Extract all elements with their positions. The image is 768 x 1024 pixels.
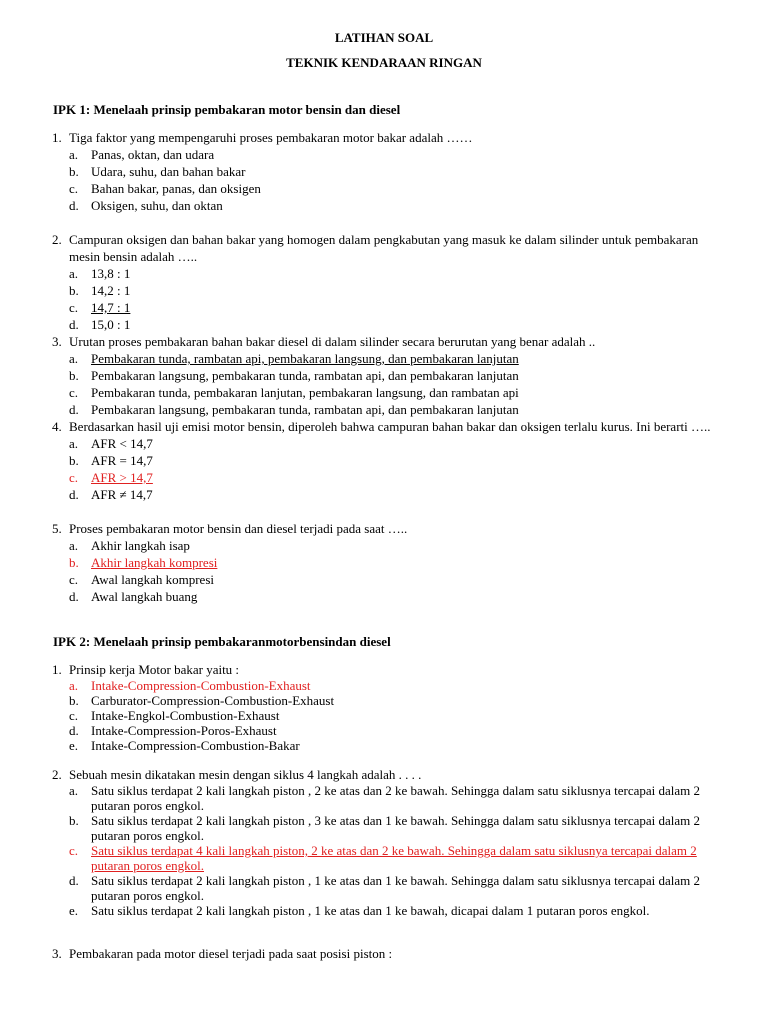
option-b: b. AFR = 14,7 [69,453,153,468]
option-b: b. Pembakaran langsung, pembakaran tunda, rambatan api, dan pembakaran lanjutan [69,368,519,383]
option-a: a. Akhir langkah isap [69,538,190,553]
page-title: LATIHAN SOAL [334,30,434,45]
question-text: Prinsip kerja Motor bakar yaitu : [69,662,240,677]
option-e: e. Satu siklus terdapat 2 kali langkah piston , 1 ke atas dan 1 ke bawah, dicapai dalam 1 putaran poros engkol. [69,903,650,918]
option-a: a. Satu siklus terdapat 2 kali langkah piston , 2 ke atas dan 2 ke bawah. Sehingga dalam satu siklusnya tercapai dalam 2 putaran poros engkol. [69,783,701,813]
question-text: Sebuah mesin dikatakan mesin dengan siklus 4 langkah adalah . . . . [69,767,422,782]
option-c: c. Awal langkah kompresi [69,572,214,587]
option-d: d. Oksigen, suhu, dan oktan [69,198,223,213]
question-4 [52,418,712,503]
option-c: c. Bahan bakar, panas, dan oksigen [69,181,261,196]
question-ipk2-2 [52,766,712,918]
option-a-correct: a. Pembakaran tunda, rambatan api, pembakaran langsung, dan pembakaran lanjutan [69,351,519,366]
question-1 [52,129,712,214]
question-ipk2-1 [52,661,712,753]
option-a-correct: a. Intake-Compression-Combustion-Exhaust [69,678,311,693]
question-number: 1. [52,662,62,677]
question-3 [52,333,712,418]
question-text: Campuran oksigen dan bahan bakar yang homogen dalam pengkabutan yang masuk ke dalam silinder untuk pembakaran mesin bensin adalah ….. [69,232,699,264]
option-d: d. Satu siklus terdapat 2 kali langkah piston , 1 ke atas dan 1 ke bawah. Sehingga dalam satu siklusnya tercapai dalam 2 putaran poros engkol. [69,873,701,903]
question-ipk2-3 [52,945,712,962]
option-c: c. Intake-Engkol-Combustion-Exhaust [69,708,280,723]
option-d: d. AFR ≠ 14,7 [69,487,153,502]
option-a: a. AFR < 14,7 [69,436,153,451]
question-number: 2. [52,232,62,247]
option-d: d. Intake-Compression-Poros-Exhaust [69,723,277,738]
page-subtitle: TEKNIK KENDARAAN RINGAN [286,55,482,70]
option-b: b. 14,2 : 1 [69,283,131,298]
option-a: a. Panas, oktan, dan udara [69,147,215,162]
option-c-correct: c. 14,7 : 1 [69,300,131,315]
option-d: d. 15,0 : 1 [69,317,131,332]
question-text: Pembakaran pada motor diesel terjadi pada saat posisi piston : [69,946,393,961]
section-heading-ipk2: IPK 2: Menelaah prinsip pembakaranmotorbensindan diesel [53,634,391,649]
option-e: e. Intake-Compression-Combustion-Bakar [69,738,300,753]
question-number: 5. [52,521,62,536]
question-number: 2. [52,767,62,782]
option-b: b. Udara, suhu, dan bahan bakar [69,164,246,179]
option-b-correct: b. Akhir langkah kompresi [69,555,218,570]
question-text: Urutan proses pembakaran bahan bakar diesel di dalam silinder secara berurutan yang benar adalah .. [69,334,596,349]
question-number: 3. [52,334,62,349]
option-d: d. Awal langkah buang [69,589,198,604]
question-number: 4. [52,419,62,434]
question-text: Proses pembakaran motor bensin dan diesel terjadi pada saat ….. [69,521,408,536]
option-b: b. Carburator-Compression-Combustion-Exhaust [69,693,335,708]
option-c-correct: c. Satu siklus terdapat 4 kali langkah piston, 2 ke atas dan 2 ke bawah. Sehingga dalam satu siklusnya tercapai dalam 2 putaran poros engkol. [69,843,697,873]
question-number: 1. [52,130,62,145]
question-text: Berdasarkan hasil uji emisi motor bensin, diperoleh bahwa campuran bahan bakar dan oksigen terlalu kurus. Ini berarti ….. [69,419,711,434]
option-c-correct: c. AFR > 14,7 [69,470,153,485]
question-2 [52,231,712,333]
option-c: c. Pembakaran tunda, pembakaran lanjutan, pembakaran langsung, dan rambatan api [69,385,519,400]
question-number: 3. [52,946,62,961]
question-5 [52,520,712,605]
option-a: a. 13,8 : 1 [69,266,131,281]
option-b: b. Satu siklus terdapat 2 kali langkah piston , 3 ke atas dan 1 ke bawah. Sehingga dalam satu siklusnya tercapai dalam 2 putaran poros engkol. [69,813,701,843]
option-d: d. Pembakaran langsung, pembakaran tunda, rambatan api, dan pembakaran lanjutan [69,402,519,417]
question-text: Tiga faktor yang mempengaruhi proses pembakaran motor bakar adalah …… [69,130,473,145]
section-heading-ipk1: IPK 1: Menelaah prinsip pembakaran motor bensin dan diesel [53,102,401,117]
